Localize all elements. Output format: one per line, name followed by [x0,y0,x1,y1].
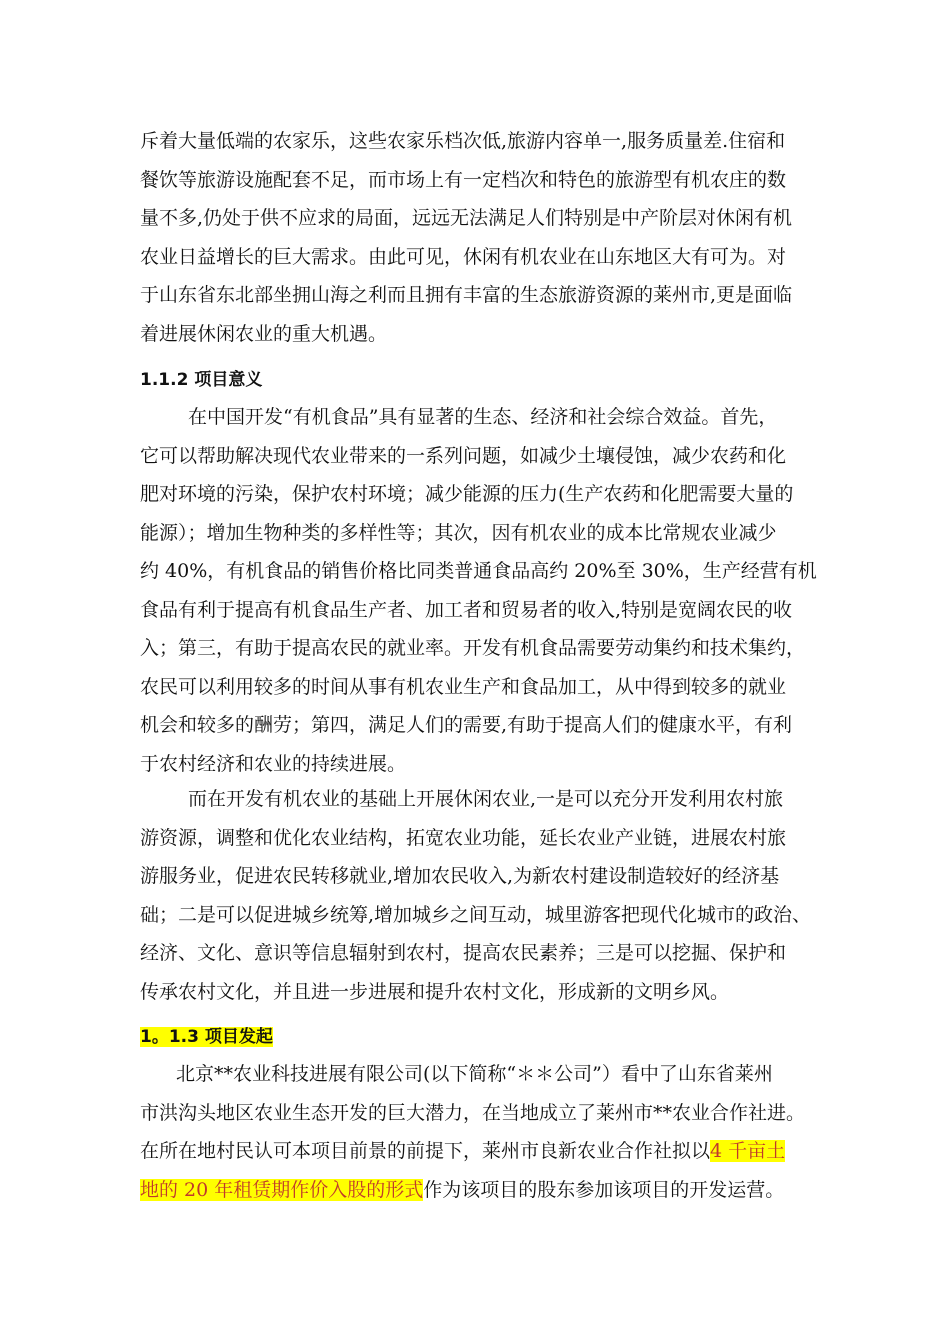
text-line: 餐饮等旅游设施配套不足，而市场上有一定档次和特色的旅游型有机农庄的数 [140,168,787,191]
text-line: 肥对环境的污染，保护农村环境；减少能源的压力(生产农药和化肥需要大量的 [140,483,794,505]
text-line: 约 40%，有机食品的销售价格比同类普通食品高约 20%至 30%，生产经营有机 [140,560,817,582]
text-line: 农民可以利用较多的时间从事有机农业生产和食品加工，从中得到较多的就业 [140,675,787,698]
text-line: 着进展休闲农业的重大机遇。 [140,322,388,345]
text-line: 斥着大量低端的农家乐，这些农家乐档次低,旅游内容单一,服务质量差.住宿和 [140,130,786,152]
paragraph-initiation [140,1055,820,1209]
text-line: 市洪沟头地区农业生态开发的巨大潜力，在当地成立了莱州市**农业合作社进。 [140,1101,806,1124]
text-line: 食品有利于提高有机食品生产者、加工者和贸易者的收入,特别是宽阔农民的收 [140,598,793,621]
section-heading-project-significance: 1.1.2 项目意义 [140,370,263,390]
text-line: 经济、文化、意识等信息辐射到农村，提高农民素养；三是可以挖掘、保护和 [140,942,787,964]
highlighted-heading-text: 1。1.3 项目发起 [140,1027,273,1047]
text-span: 在所在地村民认可本项目前景的前提下，莱州市良新农业合作社拟以 [140,1140,711,1162]
text-line [140,1132,820,1171]
text-line: 入；第三，有助于提高农民的就业率。开发有机食品需要劳动集约和技术集约， [140,637,806,659]
text-line: 传承农村文化，并且进一步进展和提升农村文化，形成新的文明乡风。 [140,980,730,1003]
text-line: 北京**农业科技进展有限公司(以下简称“＊＊公司”）看中了山东省莱州 [176,1063,773,1085]
text-line: 游服务业，促进农民转移就业,增加农民收入,为新农村建设制造较好的经济基 [140,865,780,887]
highlighted-text: 4 千亩土 [710,1140,786,1162]
text-line: 机会和较多的酬劳；第四，满足人们的需要,有助于提高人们的健康水平，有利 [140,714,793,736]
text-line: 游资源，调整和优化农业结构，拓宽农业功能，延长农业产业链，进展农村旅 [140,826,787,849]
text-line [140,1171,820,1210]
text-line: 农业日益增长的巨大需求。由此可见，休闲有机农业在山东地区大有可为。对 [140,245,787,268]
paragraph-market-demand [140,122,820,353]
text-line: 而在开发有机农业的基础上开展休闲农业,一是可以充分开发利用农村旅 [188,788,784,810]
text-line: 它可以帮助解决现代农业带来的一系列问题，如减少土壤侵蚀，减少农药和化 [140,444,787,467]
text-line: 于山东省东北部坐拥山海之利而且拥有丰富的生态旅游资源的莱州市,更是面临 [140,284,793,306]
text-line: 础；二是可以促进城乡统筹,增加城乡之间互动，城里游客把现代化城市的政治、 [140,903,812,926]
text-line: 在中国开发“有机食品”具有显著的生态、经济和社会综合效益。首先， [188,406,778,428]
section-heading-project-initiation [140,1023,273,1051]
paragraph-leisure-agriculture [140,780,820,1011]
highlighted-text: 地的 20 年租赁期作价入股的形式 [140,1178,424,1201]
paragraph-significance [140,398,820,783]
text-line: 于农村经济和农业的持续进展。 [140,752,407,775]
text-line: 能源）；增加生物种类的多样性等；其次，因有机农业的成本比常规农业减少 [140,521,777,544]
text-line: 量不多,仍处于供不应求的局面，远远无法满足人们特别是中产阶层对休闲有机 [140,207,793,229]
text-span: 作为该项目的股东参加该项目的开发运营。 [423,1178,785,1201]
